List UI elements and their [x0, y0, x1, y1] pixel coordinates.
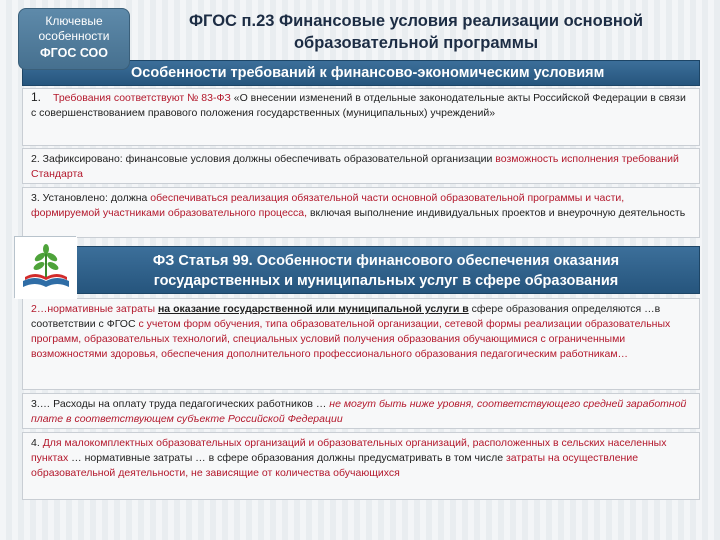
item-highlight-b: затраты на осуществление образовательной деятельности, не зависящие от количества обучающихся [31, 452, 639, 479]
section2-heading-bar [22, 246, 700, 294]
section2-heading-line-2: государственных и муниципальных услуг в сфере образования [153, 273, 619, 289]
item-highlight-a: 2…нормативные затраты [31, 303, 156, 315]
education-emblem-logo [14, 236, 76, 298]
section1-heading: Особенности требований к финансово-экономическим условиям [131, 65, 605, 81]
section2-item-2 [22, 393, 700, 429]
book-and-leaves-icon [15, 237, 77, 299]
item-emphasis: на оказание государственной или муниципальной услуги в [157, 303, 469, 315]
section1-item-2 [22, 148, 700, 184]
section2-heading-line-1: ФЗ Статья 99. Особенности финансового обеспечения оказания [152, 253, 620, 269]
item-text: … нормативные затраты … в сфере образования должны предусматривать в том числе [68, 452, 506, 464]
badge-line-2: особенности [38, 29, 110, 43]
item-highlight: обеспечиваться реализация обязательной части основной образовательной программы и части, формируемой участниками образовательного процесса, [31, 192, 625, 219]
key-features-badge [18, 8, 130, 70]
section2-item-3 [22, 432, 700, 500]
item-text-b: включая выполнение индивидуальных проектов и внеурочную деятельность [307, 207, 686, 219]
item-text: сфере образования определяются …в соответствии с ФГОС [31, 303, 661, 330]
title-line-2: образовательной программы [293, 34, 539, 52]
section1-item-3 [22, 187, 700, 238]
item-text: «О внесении изменений в отдельные законодательные акты Российской Федерации в связи с совершенствованием правового положения государственных (муниципальных) учреждений» [31, 92, 686, 119]
section2-item-1 [22, 298, 700, 390]
item-highlight-b: с учетом форм обучения, типа образовательной организации, сетевой формы реализации образовательных программ, образовательных технологий, специальных условий получения образования обучающимися с ограниченными возможностями здоровья, обеспечения дополнительного профессионального образования педагогическим работникам… [31, 318, 671, 360]
page-title [150, 10, 682, 54]
item-number: 1. [31, 90, 42, 104]
title-line-1: ФГОС п.23 Финансовые условия реализации основной [188, 12, 644, 30]
item-highlight: не могут быть ниже уровня, соответствующего средней заработной плате в соответствующем субъекте Российской Федерации [31, 398, 687, 425]
badge-line-1: Ключевые [45, 14, 103, 28]
badge-line-3: ФГОС СОО [40, 46, 108, 60]
section1-item-1 [22, 88, 700, 146]
item-number: 4. [31, 437, 43, 449]
item-highlight-a: Для малокомплектных образовательных организаций и образовательных организаций, расположенных в сельских населенных пунктах [31, 437, 667, 464]
item-text: 2. Зафиксировано: финансовые условия должны обеспечивать образовательной организации [31, 153, 496, 165]
law-reference: Требования соответствуют № 83-ФЗ [53, 92, 231, 104]
item-text-a: 3. Установлено: должна [31, 192, 151, 204]
item-text: 3.… Расходы на оплату труда педагогических работников … [31, 398, 330, 410]
item-highlight: возможность исполнения требований Стандарта [31, 153, 679, 180]
